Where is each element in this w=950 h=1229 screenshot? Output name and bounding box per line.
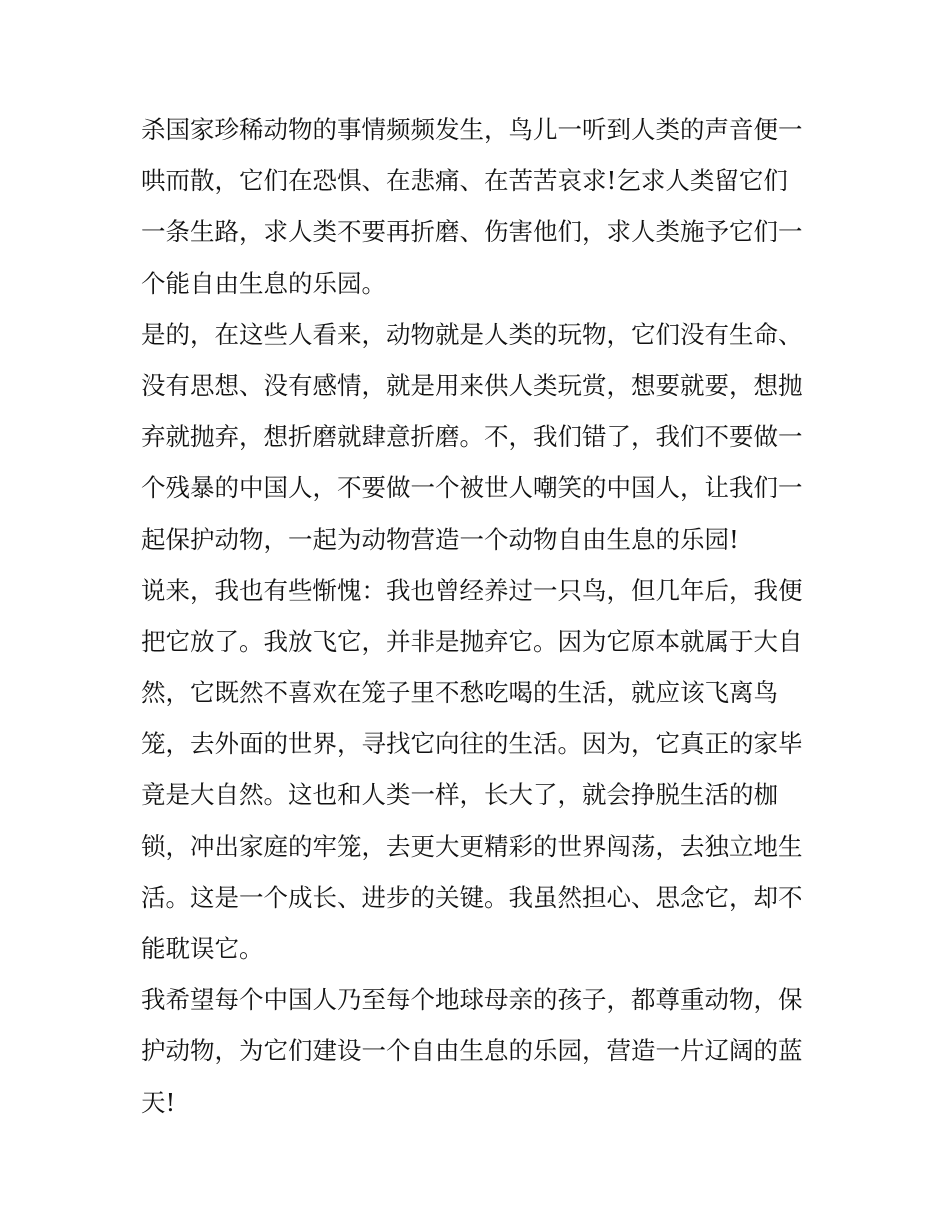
text-line: 活。这是一个成长、进步的关键。我虽然担心、思念它，却不 [141,882,803,912]
text-line: 天! [141,1087,176,1117]
text-line: 锁，冲出家庭的牢笼，去更大更精彩的世界闯荡，去独立地生 [141,831,803,861]
text-line: 个能自由生息的乐园。 [141,268,386,298]
text-line: 能耽误它。 [141,934,264,963]
text-line: 一条生路，求人类不要再折磨、伤害他们，求人类施予它们一 [141,217,803,247]
text-line: 杀国家珍稀动物的事情频频发生，鸟儿一听到人类的声音便一 [141,115,803,144]
text-line: 起保护动物，一起为动物营造一个动物自由生息的乐园! [141,524,739,554]
text-line: 是的，在这些人看来，动物就是人类的玩物，它们没有生命、 [141,319,803,349]
document-body [141,104,813,1128]
text-line: 然，它既然不喜欢在笼子里不愁吃喝的生活，就应该飞离鸟 [141,678,778,708]
text-line: 没有思想、没有感情，就是用来供人类玩赏，想要就要，想抛 [141,370,803,400]
text-line: 把它放了。我放飞它，并非是抛弃它。因为它原本就属于大自 [141,626,803,656]
text-line: 说来，我也有些惭愧：我也曾经养过一只鸟，但几年后，我便 [141,575,803,605]
text-line: 笼，去外面的世界，寻找它向往的生活。因为，它真正的家毕 [141,729,803,759]
text-line: 个残暴的中国人，不要做一个被世人嘲笑的中国人，让我们一 [141,473,803,503]
text-line: 竟是大自然。这也和人类一样，长大了，就会挣脱生活的枷 [141,780,778,810]
text-line: 弃就抛弃，想折磨就肆意折磨。不，我们错了，我们不要做一 [141,422,803,452]
text-line: 我希望每个中国人乃至每个地球母亲的孩子，都尊重动物，保 [141,985,803,1015]
text-line: 哄而散，它们在恐惧、在悲痛、在苦苦哀求!乞求人类留它们 [141,166,788,196]
text-line: 护动物，为它们建设一个自由生息的乐园，营造一片辽阔的蓝 [141,1036,803,1066]
